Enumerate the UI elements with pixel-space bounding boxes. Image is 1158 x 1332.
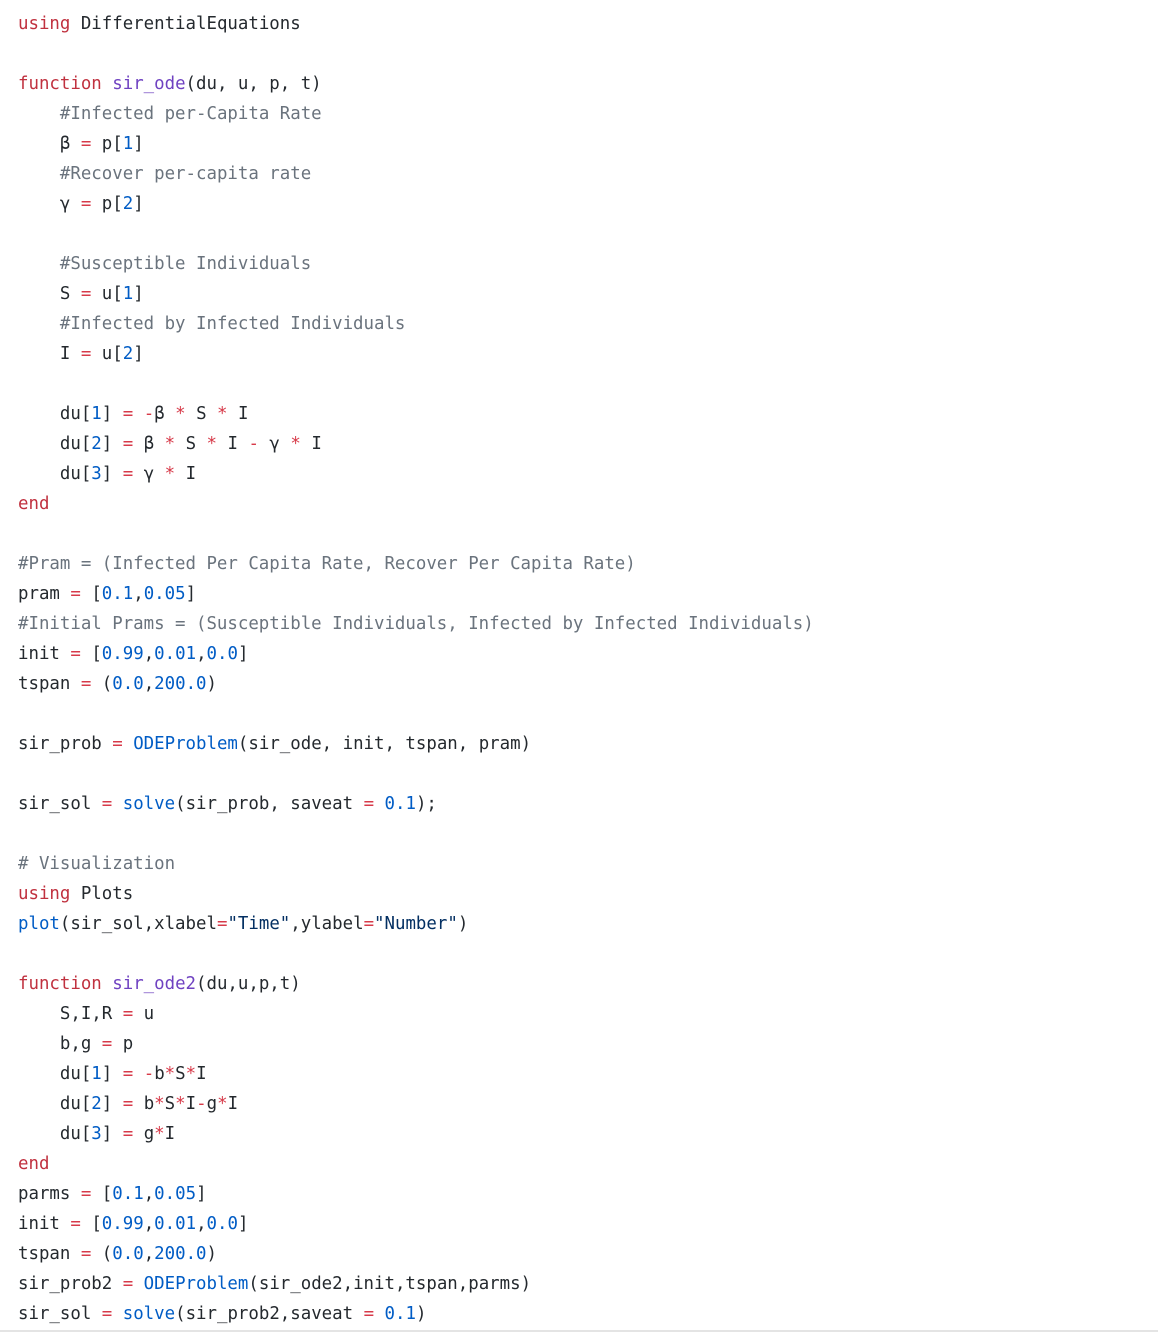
code-text: sir_sol — [18, 1304, 102, 1324]
operator-token: = — [216, 914, 228, 934]
string-token: "Number" — [374, 914, 458, 934]
code-line — [18, 99, 1158, 129]
number-token: 1 — [91, 1064, 102, 1084]
operator-token: * — [154, 1124, 165, 1144]
code-text — [133, 404, 143, 424]
operator-token: = — [101, 1304, 113, 1324]
code-text: , — [143, 1244, 155, 1264]
code-line — [18, 609, 1158, 639]
code-text: [ — [91, 1184, 113, 1204]
comment-token: #Infected by Infected Individuals — [59, 314, 406, 334]
code-line — [18, 879, 1158, 909]
number-token: 0.1 — [384, 794, 416, 814]
number-token: 0.99 — [101, 644, 144, 664]
code-line — [18, 579, 1158, 609]
code-text — [133, 1274, 143, 1294]
code-line — [18, 1269, 1158, 1299]
code-text: p[ — [91, 134, 123, 154]
code-text: pram — [18, 584, 71, 604]
operator-token: = — [70, 1214, 81, 1234]
code-line — [18, 789, 1158, 819]
code-text: sir_prob — [18, 734, 113, 754]
code-line — [18, 819, 1158, 849]
code-text: du[ — [18, 464, 92, 484]
operator-token: = — [363, 914, 375, 934]
code-line — [18, 249, 1158, 279]
code-line — [18, 1119, 1158, 1149]
code-text: b,g — [18, 1034, 102, 1054]
code-text — [102, 974, 112, 994]
operator-token: = — [101, 1034, 113, 1054]
code-text: du[ — [18, 1124, 92, 1144]
code-text: ) — [206, 1244, 218, 1264]
operator-token: = — [70, 644, 81, 664]
code-line — [18, 969, 1158, 999]
code-text: parms — [18, 1184, 81, 1204]
number-token: 2 — [122, 344, 134, 364]
code-text: ) — [457, 914, 469, 934]
operator-token: = — [80, 344, 92, 364]
code-text: du[ — [18, 1064, 92, 1084]
code-text: , — [143, 1184, 155, 1204]
number-token: 0.0 — [112, 674, 144, 694]
operator-token: = — [122, 1274, 134, 1294]
comment-token: # Visualization — [18, 854, 176, 874]
code-line — [18, 639, 1158, 669]
number-token: 0.1 — [112, 1184, 144, 1204]
code-text: tspan — [18, 1244, 81, 1264]
code-text — [102, 74, 112, 94]
code-text: ] — [101, 404, 123, 424]
code-text: γ — [18, 194, 81, 214]
code-text: γ — [258, 434, 291, 454]
code-line — [18, 39, 1158, 69]
number-token: 0.01 — [154, 1214, 197, 1234]
code-text: S,I,R — [18, 1004, 123, 1024]
operator-token: * — [185, 1064, 197, 1084]
function-call-token: solve — [122, 794, 176, 814]
number-token: 1 — [122, 284, 134, 304]
code-text: ( — [91, 1244, 113, 1264]
code-text: sir_prob2 — [18, 1274, 123, 1294]
code-text: du[ — [18, 404, 92, 424]
comment-token: #Recover per-capita rate — [59, 164, 312, 184]
code-text: g — [133, 1124, 155, 1144]
code-text: b — [154, 1064, 165, 1084]
code-text — [112, 794, 122, 814]
code-text: ) — [415, 1304, 427, 1324]
code-text: β — [18, 134, 81, 154]
code-line — [18, 369, 1158, 399]
keyword-token: function — [18, 74, 102, 94]
code-line — [18, 999, 1158, 1029]
code-line — [18, 1179, 1158, 1209]
operator-token: = — [122, 434, 134, 454]
comment-token: #Infected per-Capita Rate — [59, 104, 322, 124]
code-text: ] — [101, 1094, 123, 1114]
number-token: 3 — [91, 1124, 102, 1144]
code-text: S — [185, 404, 218, 424]
code-text: [ — [80, 644, 102, 664]
operator-token: * — [175, 1094, 186, 1114]
code-text: (sir_ode, init, tspan, pram) — [237, 734, 532, 754]
code-text: , — [143, 1214, 155, 1234]
code-text — [18, 254, 60, 274]
code-text: , — [133, 584, 144, 604]
code-line — [18, 9, 1158, 39]
code-text: , — [143, 644, 155, 664]
code-text: S — [175, 1064, 186, 1084]
number-token: 3 — [91, 464, 102, 484]
code-text: u[ — [91, 344, 123, 364]
comment-token: #Susceptible Individuals — [59, 254, 312, 274]
code-text: ] — [101, 1124, 123, 1144]
operator-token: * — [217, 404, 228, 424]
string-token: "Time" — [227, 914, 291, 934]
function-call-token: solve — [122, 1304, 176, 1324]
code-text: (sir_prob2,saveat — [175, 1304, 364, 1324]
operator-token: = — [122, 1004, 134, 1024]
operator-token: - — [248, 434, 259, 454]
code-text: I — [227, 1094, 239, 1114]
keyword-token: end — [18, 1154, 50, 1174]
code-text: u[ — [91, 284, 123, 304]
code-text: γ — [133, 464, 165, 484]
operator-token: = — [122, 1124, 134, 1144]
code-line — [18, 1089, 1158, 1119]
operator-token: * — [217, 1094, 228, 1114]
operator-token: = — [363, 794, 375, 814]
code-line — [18, 519, 1158, 549]
code-line — [18, 939, 1158, 969]
code-text — [123, 734, 133, 754]
code-line — [18, 189, 1158, 219]
code-line — [18, 129, 1158, 159]
code-text: (sir_ode2,init,tspan,parms) — [248, 1274, 532, 1294]
number-token: 0.1 — [101, 584, 134, 604]
code-text: ) — [206, 674, 218, 694]
operator-token: - — [143, 1064, 155, 1084]
operator-token: * — [154, 1094, 165, 1114]
number-token: 0.0 — [206, 644, 238, 664]
number-token: 200.0 — [154, 1244, 207, 1264]
operator-token: * — [164, 1064, 176, 1084]
number-token: 1 — [91, 404, 102, 424]
code-line — [18, 699, 1158, 729]
number-token: 2 — [91, 1094, 102, 1114]
code-text: ( — [91, 674, 113, 694]
code-text: ); — [415, 794, 437, 814]
code-text: , — [196, 644, 207, 664]
code-text: ] — [196, 1184, 207, 1204]
comment-token: #Initial Prams = (Susceptible Individuals, Infected by Infected Individuals) — [18, 614, 814, 634]
operator-token: = — [80, 134, 92, 154]
code-text: du[ — [18, 434, 92, 454]
code-text: S — [164, 1094, 176, 1114]
code-text: I — [227, 404, 249, 424]
code-text: Plots — [70, 884, 134, 904]
code-text: ] — [101, 434, 123, 454]
code-line — [18, 489, 1158, 519]
code-text: b — [133, 1094, 155, 1114]
code-text: ] — [101, 1064, 123, 1084]
number-token: 0.99 — [101, 1214, 144, 1234]
number-token: 0.0 — [112, 1244, 144, 1264]
code-text: ,ylabel — [290, 914, 364, 934]
code-line — [18, 399, 1158, 429]
code-line — [18, 429, 1158, 459]
code-text: sir_sol — [18, 794, 102, 814]
function-call-token: ODEProblem — [133, 734, 238, 754]
code-line — [18, 309, 1158, 339]
comment-token: #Pram = (Infected Per Capita Rate, Recover Per Capita Rate) — [18, 554, 636, 574]
operator-token: = — [363, 1304, 375, 1324]
operator-token: * — [290, 434, 301, 454]
code-line — [18, 279, 1158, 309]
code-text: β — [154, 404, 176, 424]
code-line — [18, 1299, 1158, 1329]
code-text: I — [185, 1094, 197, 1114]
operator-token: = — [112, 734, 123, 754]
operator-token: * — [175, 404, 186, 424]
code-text: I — [217, 434, 249, 454]
operator-token: = — [80, 1184, 92, 1204]
number-token: 0.01 — [154, 644, 197, 664]
code-line — [18, 1029, 1158, 1059]
code-text: β — [133, 434, 165, 454]
code-text: g — [206, 1094, 218, 1114]
keyword-token: using — [18, 14, 71, 34]
operator-token: = — [80, 1244, 92, 1264]
code-text — [133, 1064, 143, 1084]
code-text: S — [18, 284, 81, 304]
code-text: init — [18, 644, 71, 664]
code-text: tspan — [18, 674, 81, 694]
keyword-token: using — [18, 884, 71, 904]
operator-token: = — [70, 584, 81, 604]
code-line — [18, 339, 1158, 369]
code-text: [ — [80, 1214, 102, 1234]
code-line — [18, 159, 1158, 189]
code-text: ] — [237, 644, 249, 664]
code-text: [ — [80, 584, 102, 604]
code-text: init — [18, 1214, 71, 1234]
operator-token: - — [143, 404, 155, 424]
function-name-token: sir_ode2 — [112, 974, 197, 994]
code-line — [18, 729, 1158, 759]
code-text — [18, 104, 60, 124]
code-text: (du, u, p, t) — [185, 74, 322, 94]
code-text: ] — [185, 584, 197, 604]
keyword-token: function — [18, 974, 102, 994]
operator-token: - — [196, 1094, 207, 1114]
operator-token: * — [206, 434, 218, 454]
code-text: du[ — [18, 1094, 92, 1114]
number-token: 0.05 — [143, 584, 186, 604]
function-call-token: plot — [18, 914, 60, 934]
code-line — [18, 1149, 1158, 1179]
code-text: u — [133, 1004, 155, 1024]
code-text — [374, 794, 384, 814]
code-text: ] — [237, 1214, 249, 1234]
code-text: I — [300, 434, 322, 454]
code-text — [374, 1304, 384, 1324]
operator-token: = — [80, 194, 92, 214]
operator-token: = — [122, 1094, 134, 1114]
code-line — [18, 1209, 1158, 1239]
code-text: (sir_prob, saveat — [175, 794, 364, 814]
code-line — [18, 1239, 1158, 1269]
code-text — [18, 314, 60, 334]
code-text: S — [175, 434, 207, 454]
code-line — [18, 759, 1158, 789]
code-text — [112, 1304, 122, 1324]
code-line — [18, 1059, 1158, 1089]
code-text: DifferentialEquations — [70, 14, 301, 34]
operator-token: = — [101, 794, 113, 814]
operator-token: = — [122, 464, 134, 484]
code-text: I — [196, 1064, 207, 1084]
code-text: p — [112, 1034, 134, 1054]
function-name-token: sir_ode — [112, 74, 186, 94]
code-text: I — [18, 344, 81, 364]
operator-token: = — [122, 1064, 134, 1084]
operator-token: * — [164, 434, 176, 454]
code-line — [18, 669, 1158, 699]
number-token: 1 — [122, 134, 134, 154]
code-text: (sir_sol,xlabel — [59, 914, 217, 934]
code-line — [18, 549, 1158, 579]
number-token: 200.0 — [154, 674, 207, 694]
code-text: ] — [133, 284, 144, 304]
operator-token: = — [122, 404, 134, 424]
code-line — [18, 219, 1158, 249]
code-line — [18, 909, 1158, 939]
code-text: I — [175, 464, 197, 484]
code-text: , — [143, 674, 155, 694]
code-text: I — [164, 1124, 176, 1144]
code-text: ] — [101, 464, 123, 484]
code-line — [18, 69, 1158, 99]
code-text: ] — [133, 344, 144, 364]
function-call-token: ODEProblem — [143, 1274, 249, 1294]
keyword-token: end — [18, 494, 50, 514]
number-token: 0.1 — [384, 1304, 416, 1324]
number-token: 2 — [122, 194, 134, 214]
code-text: ] — [133, 194, 144, 214]
operator-token: = — [80, 284, 92, 304]
operator-token: = — [80, 674, 92, 694]
number-token: 2 — [91, 434, 102, 454]
operator-token: * — [164, 464, 176, 484]
code-line — [18, 849, 1158, 879]
code-text: (du,u,p,t) — [196, 974, 301, 994]
code-text: p[ — [91, 194, 123, 214]
code-text — [18, 164, 60, 184]
code-text: , — [196, 1214, 207, 1234]
code-text: ] — [133, 134, 144, 154]
number-token: 0.05 — [154, 1184, 197, 1204]
code-line — [18, 459, 1158, 489]
number-token: 0.0 — [206, 1214, 238, 1234]
